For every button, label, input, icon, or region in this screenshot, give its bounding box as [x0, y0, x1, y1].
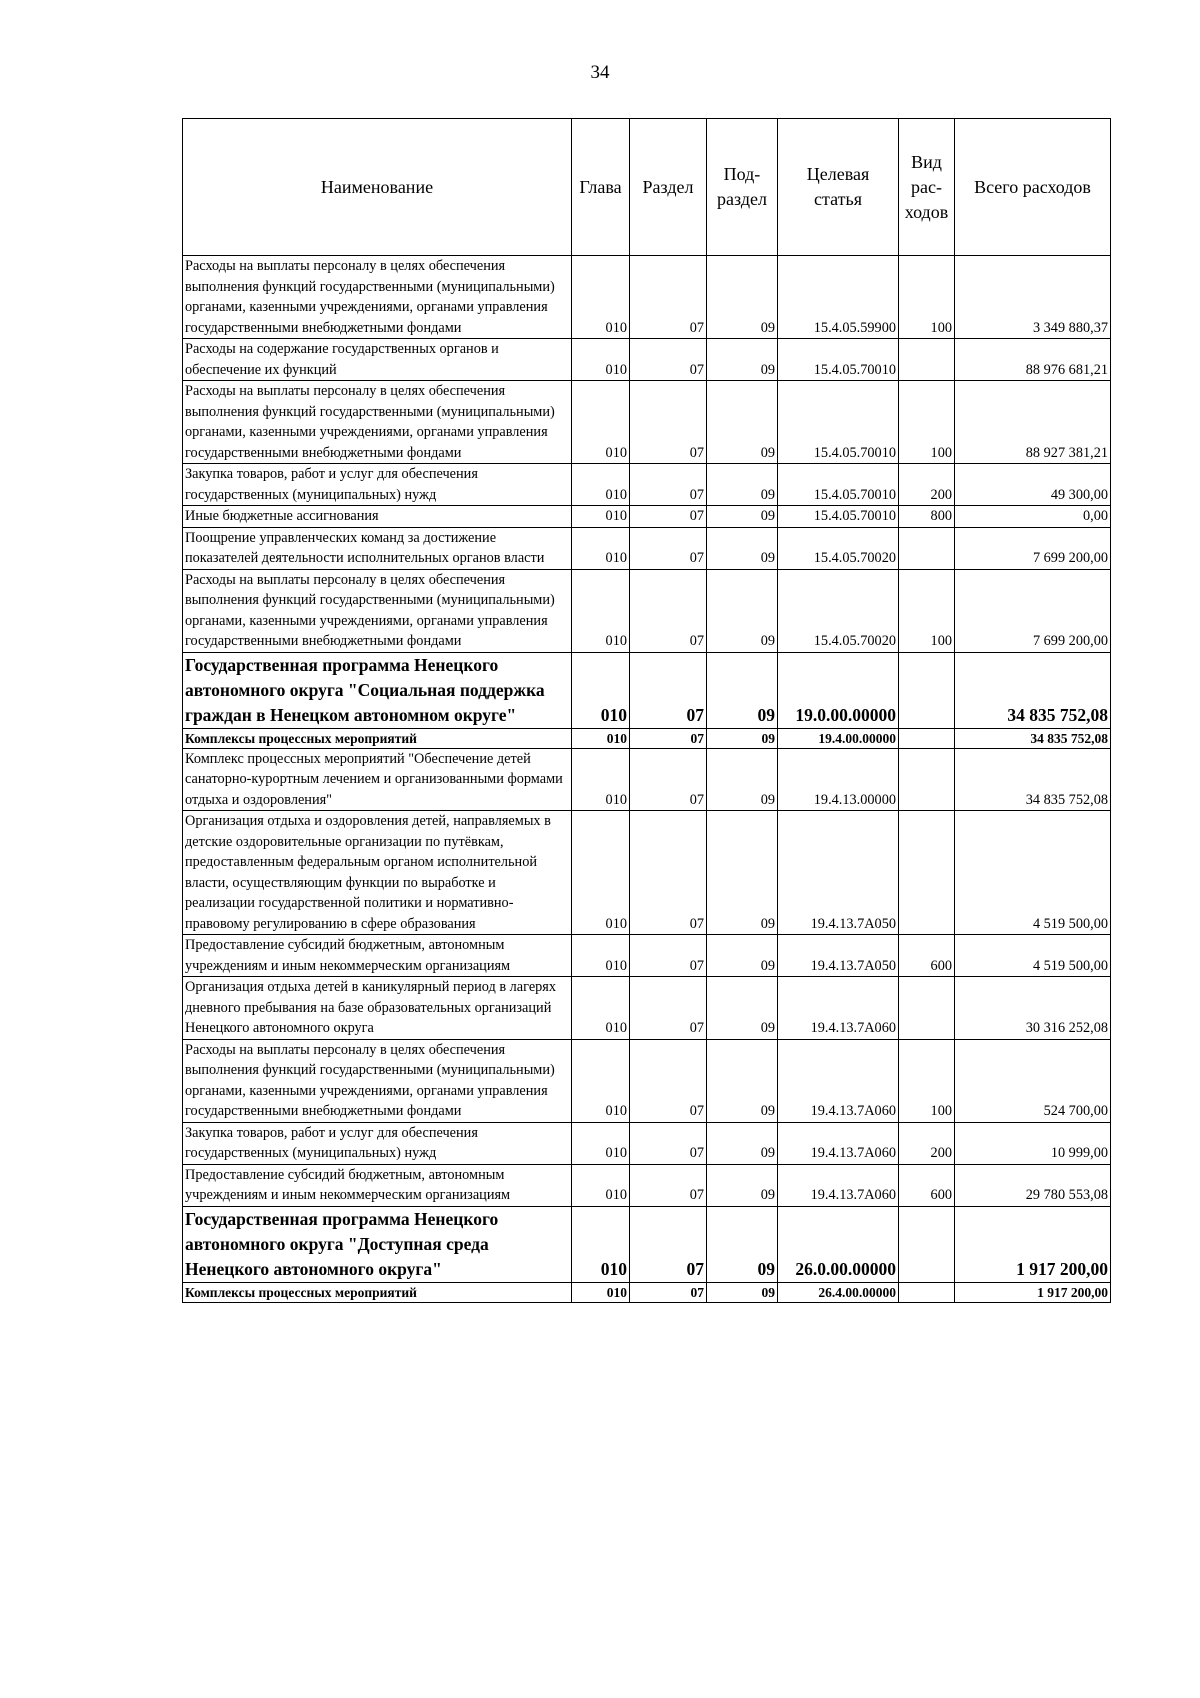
row-expense-type: [899, 339, 955, 381]
row-chapter: 010: [572, 506, 630, 528]
row-name: Комплексы процессных мероприятий: [183, 728, 572, 748]
row-target: 15.4.05.70010: [778, 339, 899, 381]
row-section: 07: [630, 527, 707, 569]
row-total: 524 700,00: [955, 1039, 1111, 1122]
row-target: 19.4.13.7А060: [778, 1039, 899, 1122]
row-total: 1 917 200,00: [955, 1282, 1111, 1302]
row-name: Закупка товаров, работ и услуг для обеспечения государственных (муниципальных) нужд: [183, 1122, 572, 1164]
row-subsection: 09: [707, 1122, 778, 1164]
row-subsection: 09: [707, 339, 778, 381]
header-row: [183, 119, 1111, 256]
row-subsection: 09: [707, 527, 778, 569]
row-chapter: 010: [572, 935, 630, 977]
row-target: 15.4.05.70020: [778, 569, 899, 652]
row-name: Предоставление субсидий бюджетным, автономным учреждениям и иным некоммерческим организациям: [183, 1164, 572, 1206]
row-name: Комплекс процессных мероприятий "Обеспечение детей санаторно-курортным лечением и организованными формами отдыха и оздоровления": [183, 748, 572, 811]
table-row: [183, 811, 1111, 935]
header-expense-type: Вид рас-ходов: [899, 119, 955, 256]
row-subsection: 09: [707, 1206, 778, 1282]
header-chapter: Глава: [572, 119, 630, 256]
row-section: 07: [630, 339, 707, 381]
row-chapter: 010: [572, 256, 630, 339]
row-chapter: 010: [572, 748, 630, 811]
row-target: 15.4.05.70010: [778, 464, 899, 506]
table-row: [183, 527, 1111, 569]
row-total: 10 999,00: [955, 1122, 1111, 1164]
table-row: [183, 381, 1111, 464]
row-chapter: 010: [572, 1039, 630, 1122]
row-total: 1 917 200,00: [955, 1206, 1111, 1282]
row-chapter: 010: [572, 1122, 630, 1164]
row-expense-type: 100: [899, 381, 955, 464]
row-total: 29 780 553,08: [955, 1164, 1111, 1206]
row-total: 3 349 880,37: [955, 256, 1111, 339]
row-chapter: 010: [572, 464, 630, 506]
page-number: 34: [590, 62, 610, 83]
row-target: 26.0.00.00000: [778, 1206, 899, 1282]
row-chapter: 010: [572, 569, 630, 652]
row-expense-type: 100: [899, 256, 955, 339]
row-expense-type: [899, 1206, 955, 1282]
table-row: [183, 569, 1111, 652]
row-subsection: 09: [707, 977, 778, 1040]
row-total: 7 699 200,00: [955, 527, 1111, 569]
row-section: 07: [630, 1164, 707, 1206]
row-chapter: 010: [572, 811, 630, 935]
row-chapter: 010: [572, 1282, 630, 1302]
row-chapter: 010: [572, 1164, 630, 1206]
row-name: Расходы на выплаты персоналу в целях обеспечения выполнения функций государственными (муниципальными) органами, казенными учреждениями, органами управления государственными внебюджетными фондами: [183, 256, 572, 339]
row-chapter: 010: [572, 1206, 630, 1282]
row-total: 7 699 200,00: [955, 569, 1111, 652]
row-section: 07: [630, 381, 707, 464]
header-name: Наименование: [183, 119, 572, 256]
row-section: 07: [630, 1039, 707, 1122]
row-name: Иные бюджетные ассигнования: [183, 506, 572, 528]
table-row-complex: [183, 728, 1111, 748]
row-expense-type: [899, 652, 955, 728]
row-section: 07: [630, 728, 707, 748]
row-target: 15.4.05.59900: [778, 256, 899, 339]
row-total: 4 519 500,00: [955, 935, 1111, 977]
row-subsection: 09: [707, 569, 778, 652]
row-name: Государственная программа Ненецкого автономного округа "Социальная поддержка граждан в Ненецком автономном округе": [183, 652, 572, 728]
row-section: 07: [630, 506, 707, 528]
table-row: [183, 506, 1111, 528]
row-expense-type: [899, 748, 955, 811]
row-expense-type: [899, 811, 955, 935]
row-expense-type: [899, 1282, 955, 1302]
row-name: Комплексы процессных мероприятий: [183, 1282, 572, 1302]
row-chapter: 010: [572, 527, 630, 569]
row-target: 19.4.13.7А050: [778, 935, 899, 977]
row-target: 26.4.00.00000: [778, 1282, 899, 1302]
header-subsection: Под-раздел: [707, 119, 778, 256]
row-name: Закупка товаров, работ и услуг для обеспечения государственных (муниципальных) нужд: [183, 464, 572, 506]
row-name: Организация отдыха детей в каникулярный период в лагерях дневного пребывания на базе образовательных организаций Ненецкого автономного округа: [183, 977, 572, 1040]
header-total: Всего расходов: [955, 119, 1111, 256]
row-name: Расходы на выплаты персоналу в целях обеспечения выполнения функций государственными (муниципальными) органами, казенными учреждениями, органами управления государственными внебюджетными фондами: [183, 1039, 572, 1122]
row-target: 15.4.05.70010: [778, 506, 899, 528]
row-target: 19.4.00.00000: [778, 728, 899, 748]
row-expense-type: 600: [899, 1164, 955, 1206]
row-subsection: 09: [707, 506, 778, 528]
row-target: 19.4.13.7А050: [778, 811, 899, 935]
table-row-program: [183, 652, 1111, 728]
row-section: 07: [630, 935, 707, 977]
row-section: 07: [630, 748, 707, 811]
row-expense-type: 100: [899, 1039, 955, 1122]
table-row: [183, 1164, 1111, 1206]
row-section: 07: [630, 569, 707, 652]
row-total: 0,00: [955, 506, 1111, 528]
row-total: 34 835 752,08: [955, 748, 1111, 811]
table-row: [183, 339, 1111, 381]
row-target: 19.4.13.7А060: [778, 1122, 899, 1164]
row-name: Расходы на выплаты персоналу в целях обеспечения выполнения функций государственными (муниципальными) органами, казенными учреждениями, органами управления государственными внебюджетными фондами: [183, 381, 572, 464]
row-section: 07: [630, 464, 707, 506]
row-name: Поощрение управленческих команд за достижение показателей деятельности исполнительных органов власти: [183, 527, 572, 569]
header-section: Раздел: [630, 119, 707, 256]
row-subsection: 09: [707, 256, 778, 339]
row-name: Государственная программа Ненецкого автономного округа "Доступная среда Ненецкого автономного округа": [183, 1206, 572, 1282]
row-expense-type: 800: [899, 506, 955, 528]
row-target: 19.0.00.00000: [778, 652, 899, 728]
row-subsection: 09: [707, 748, 778, 811]
table-row-program: [183, 1206, 1111, 1282]
row-section: 07: [630, 1282, 707, 1302]
table-row: [183, 977, 1111, 1040]
row-subsection: 09: [707, 381, 778, 464]
table-row: [183, 1039, 1111, 1122]
row-section: 07: [630, 256, 707, 339]
row-section: 07: [630, 1206, 707, 1282]
row-subsection: 09: [707, 652, 778, 728]
row-name: Расходы на содержание государственных органов и обеспечение их функций: [183, 339, 572, 381]
row-target: 19.4.13.7А060: [778, 1164, 899, 1206]
row-section: 07: [630, 652, 707, 728]
row-chapter: 010: [572, 977, 630, 1040]
row-expense-type: 200: [899, 1122, 955, 1164]
row-target: 19.4.13.00000: [778, 748, 899, 811]
table-row-complex: [183, 1282, 1111, 1302]
row-subsection: 09: [707, 1039, 778, 1122]
row-total: 34 835 752,08: [955, 728, 1111, 748]
row-subsection: 09: [707, 1282, 778, 1302]
row-section: 07: [630, 1122, 707, 1164]
row-total: 88 927 381,21: [955, 381, 1111, 464]
row-expense-type: [899, 728, 955, 748]
row-expense-type: 600: [899, 935, 955, 977]
table-row: [183, 748, 1111, 811]
row-subsection: 09: [707, 728, 778, 748]
row-name: Расходы на выплаты персоналу в целях обеспечения выполнения функций государственными (муниципальными) органами, казенными учреждениями, органами управления государственными внебюджетными фондами: [183, 569, 572, 652]
row-chapter: 010: [572, 728, 630, 748]
row-target: 15.4.05.70020: [778, 527, 899, 569]
row-target: 15.4.05.70010: [778, 381, 899, 464]
row-target: 19.4.13.7А060: [778, 977, 899, 1040]
row-expense-type: 100: [899, 569, 955, 652]
row-section: 07: [630, 977, 707, 1040]
row-name: Организация отдыха и оздоровления детей, направляемых в детские оздоровительные организации по путёвкам, предоставленным федеральным органом исполнительной власти, осуществляющим функции по выработке и реализации государственной политики и нормативно-правовому регулированию в сфере образования: [183, 811, 572, 935]
row-total: 4 519 500,00: [955, 811, 1111, 935]
row-total: 34 835 752,08: [955, 652, 1111, 728]
row-subsection: 09: [707, 1164, 778, 1206]
budget-table: [182, 118, 1111, 1303]
table-row: [183, 256, 1111, 339]
header-target: Целевая статья: [778, 119, 899, 256]
row-subsection: 09: [707, 464, 778, 506]
row-expense-type: [899, 527, 955, 569]
row-expense-type: 200: [899, 464, 955, 506]
row-subsection: 09: [707, 935, 778, 977]
table-row: [183, 935, 1111, 977]
row-section: 07: [630, 811, 707, 935]
table-row: [183, 464, 1111, 506]
row-total: 49 300,00: [955, 464, 1111, 506]
table-row: [183, 1122, 1111, 1164]
row-total: 88 976 681,21: [955, 339, 1111, 381]
row-name: Предоставление субсидий бюджетным, автономным учреждениям и иным некоммерческим организациям: [183, 935, 572, 977]
row-chapter: 010: [572, 652, 630, 728]
row-expense-type: [899, 977, 955, 1040]
row-chapter: 010: [572, 381, 630, 464]
row-total: 30 316 252,08: [955, 977, 1111, 1040]
row-chapter: 010: [572, 339, 630, 381]
row-subsection: 09: [707, 811, 778, 935]
